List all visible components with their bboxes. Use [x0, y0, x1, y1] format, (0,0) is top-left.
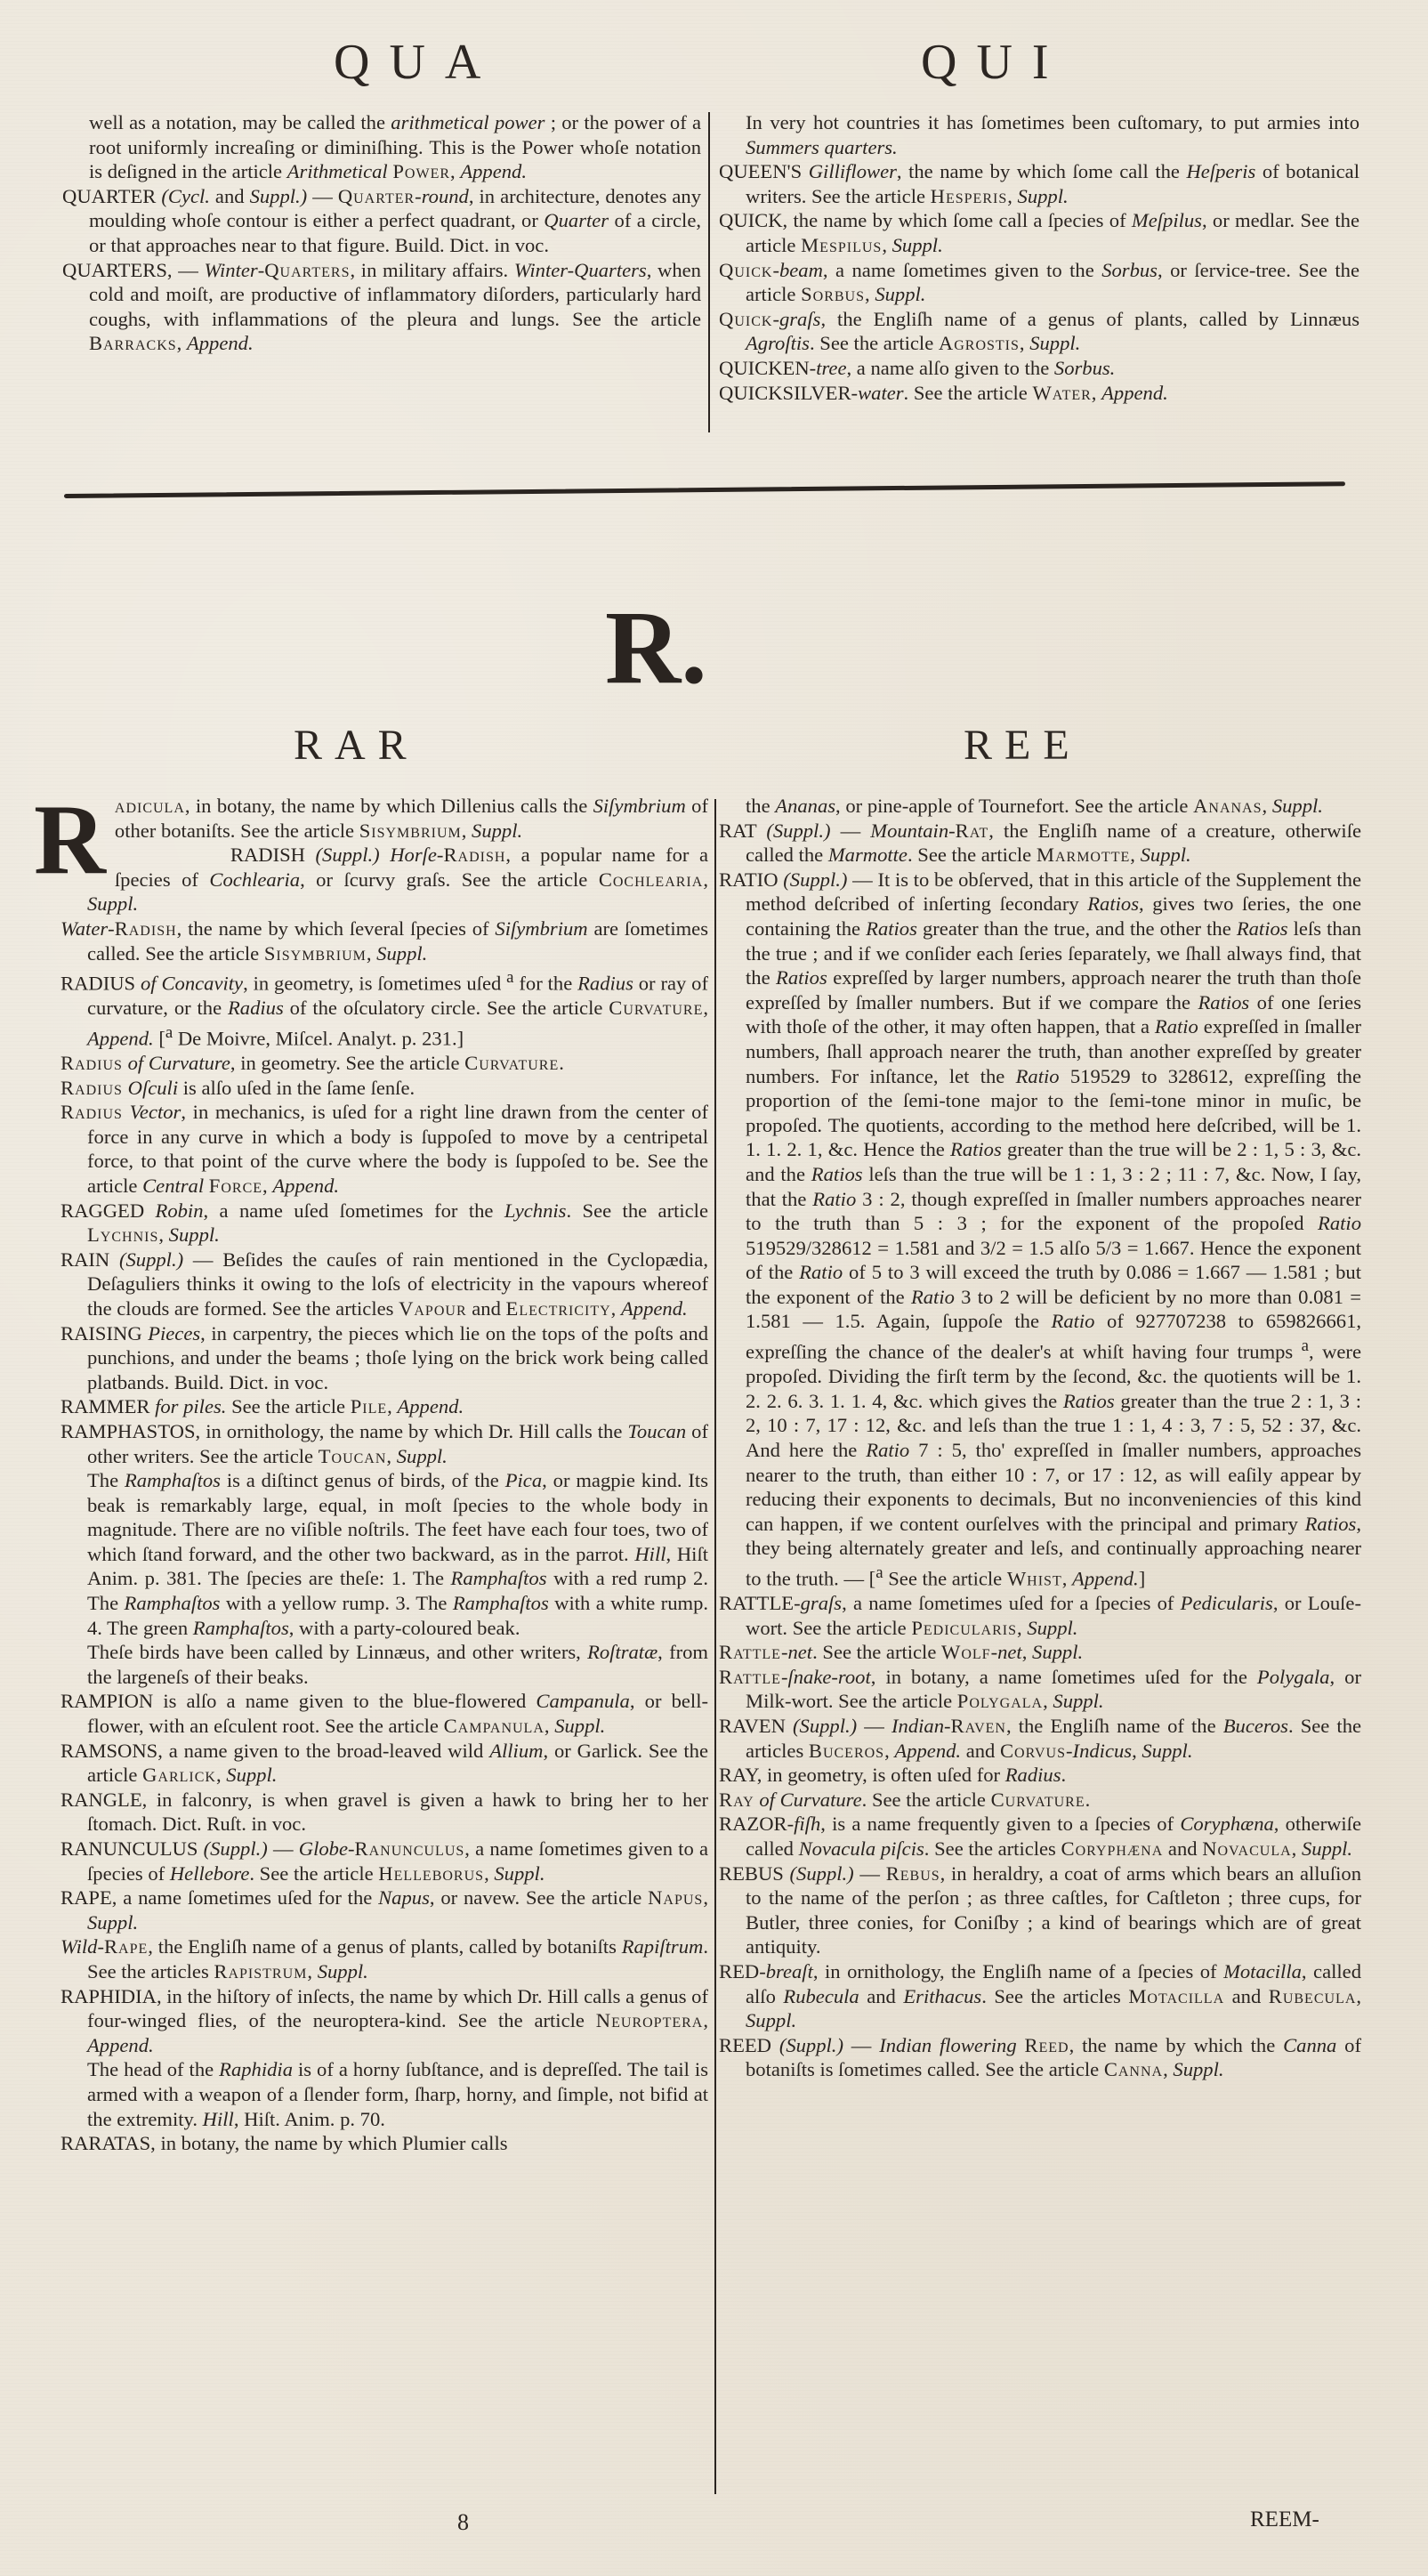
article-entry: RAMPHASTOS, in ornithology, the name by which Dr. Hill calls the Toucan of other writers. See the article Toucan, Suppl.: [61, 1419, 708, 1467]
article-entry: Quick-beam, a name ſometimes given to the Sorbus, or ſervice-tree. See the article Sorbus, Suppl.: [719, 258, 1359, 306]
article-entry: RATTLE-graſs, a name ſometimes uſed for a ſpecies of Pedicularis, or Louſe-wort. See the article Pedicularis, Suppl.: [719, 1592, 1361, 1639]
article-entry: QUARTERS, — Winter-Quarters, in military affairs. Winter-Quarters, when cold and moiſt, are productive of inflammatory diſorders, particularly hard coughs, with inflammations of the pleura and lungs. See the article Barracks, Append.: [62, 258, 701, 355]
article-entry: RAVEN (Suppl.) — Indian-Raven, the Engliſh name of the Buceros. See the articles Buceros, Append. and Corvus-Indicus, Suppl.: [719, 1715, 1362, 1762]
article-entry: RAPHIDIA, in the hiſtory of inſects, the name by which Dr. Hill calls a genus of four-winged flies, of the neuroptera-kind. See the article Neuroptera, Append.: [61, 1984, 708, 2056]
article-entry: QUICKSILVER-water. See the article Water, Append.: [719, 381, 1168, 404]
article-entry: In very hot countries it has ſometimes been cuſtomary, to put armies into Summers quarters.: [746, 111, 1359, 158]
top-right-column: [719, 110, 1359, 405]
running-head-rar: RAR: [294, 722, 419, 769]
article-entry: RAMSONS, a name given to the broad-leaved wild Allium, or Garlick. See the article Garlick, Suppl.: [61, 1739, 708, 1787]
section-letter: R.: [605, 589, 707, 706]
article-entry: Rattle-net. See the article Wolf-net, Suppl.: [719, 1641, 1084, 1664]
running-head-ree: REE: [964, 722, 1082, 769]
article-entry: QUEEN'S Gilliflower, the name by which ſome call the Heſperis of botanical writers. See the article Hesperis, Suppl.: [719, 160, 1359, 207]
article-entry: well as a notation, may be called the arithmetical power ; or the power of a root uniformly increaſing or diminiſhing. This is the Power whoſe notation is deſigned in the article Arithmetical Power, Append.: [89, 111, 701, 183]
catchword: REEM-: [1250, 2507, 1319, 2532]
article-entry: RAPE, a name ſometimes uſed for the Napus, or navew. See the article Napus, Suppl.: [61, 1886, 708, 1934]
article-entry: Quick-graſs, the Engliſh name of a genus of plants, called by Linnæus Agroſtis. See the article Agrostis, Suppl.: [719, 307, 1359, 355]
drop-cap: R: [34, 785, 106, 895]
article-entry: RAZOR-fiſh, is a name frequently given to a ſpecies of Coryphæna, otherwiſe called Novacula piſcis. See the articles Coryphæna and Novacula, Suppl.: [719, 1813, 1361, 1860]
article-entry: Theſe birds have been called by Linnæus, and other writers, Roſtratæ, from the largeneſs of their beaks.: [87, 1641, 708, 1688]
article-entry: The Ramphaſtos is a diſtinct genus of birds, of the Pica, or magpie kind. Its beak is remarkably large, equal, in moſt ſpecies to the whole body in magnitude. There are no viſible noſtrils. The feet have each four toes, two of which ſtand forward, and the other two backward, as in the parrot. Hill, Hiſt Anim. p. 381. The ſpecies are theſe: 1. The Ramphaſtos with a red rump 2. The Ramphaſtos with a yellow rump. 3. The Ramphaſtos with a white rump. 4. The green Ramphaſtos, with a party-coloured beak.: [87, 1469, 709, 1639]
top-left-column: [62, 110, 701, 356]
article-entry: Water-Radish, the name by which ſeveral ſpecies of Siſymbrium are ſometimes called. See the article Sisymbrium, Suppl.: [61, 917, 708, 965]
article-entry: RAMMER for piles. See the article Pile, Append.: [61, 1395, 464, 1418]
article-entry: REBUS (Suppl.) — Rebus, in heraldry, a coat of arms which bears an alluſion to the name of the perſon ; as three caſtles, for Caſtleton ; three cups, for Butler, three conies, for Coniſby ; a kind of bearings which are of great antiquity.: [719, 1861, 1361, 1958]
article-entry: Radicula, in botany, the name by which Dillenius calls the Siſymbrium of other botaniſts. See the article Sisymbrium, Suppl.: [34, 785, 708, 895]
article-entry: Radius of Curvature, in geometry. See the article Curvature.: [61, 1052, 565, 1074]
article-entry: RADIUS of Concavity, in geometry, is ſometimes uſed $^a$ for the Radius or ray of curvature, or the Radius of the oſculatory circle. See the article Curvature, Append. [$^a$ De Moivre, Miſcel. Analyt. p. 231.]: [61, 968, 709, 1050]
article-entry: RAISING Pieces, in carpentry, the pieces which lie on the tops of the poſts and punchions, and under the beams ; thoſe lying on the brick work being called platbands. Build. Dict. in voc.: [61, 1321, 708, 1393]
page-number: 8: [457, 2509, 469, 2535]
article-entry: RATIO (Suppl.) — It is to be obſerved, that in this article of the Supplement the method deſcribed of inſerting ſecondary Ratios, gives two ſeries, the one containing the Ratios greater than the true, and the other the Ratios leſs than the true ; and if we conſider each ſeries ſeparately, we ſhall always find, that the Ratios expreſſed by larger numbers, approach nearer the truth than thoſe expreſſed by ſmaller numbers. But if we compare the Ratios of one ſeries with thoſe of the other, it may often happen, that a Ratio expreſſed in ſmaller numbers, ſhall approach nearer the truth, than another expreſſed by greater numbers. For inſtance, let the Ratio 519529 to 328612, expreſſing the proportion of the ſemi-tone major to the ſemi-tone minor in muſic, be propoſed. The quotients, according to the method here deſcribed, will be 1. 1. 1. 2. 1, &c. Hence the Ratios greater than the true will be 2 : 1, 5 : 3, &c. and the Ratios leſs than the true will be 1 : 1, 3 : 2 ; 11 : 7, &c. Now, I ſay, that the Ratio 3 : 2, though expreſſed in ſmaller numbers approaches nearer to the truth than 5 : 3 ; for the exponent of the propoſed Ratio 519529/328612 = 1.581 and 3/2 = 1.5 alſo 5/3 = 1.667. Hence the exponent of the Ratio of 5 to 3 will exceed the truth by 0.086 = 1.667 — 1.581 ; but the exponent of the Ratio 3 to 2 will be deficient by no more than 0.081 = 1.581 — 1.5. Again, ſuppoſe the Ratio of 927707238 to 659826661, expreſſing the chance of the dealer's at whiſt having four trumps $^a$, were propoſed. Dividing the firſt term by the ſecond, &c. the quotients will be 1. 2. 2. 6. 3. 1. 1. 4, &c. which gives the Ratios greater than the true 2 : 1, 3 : 2, 10 : 7, 17 : 12, &c. and leſs than the true 1 : 1, 4 : 3, 7 : 5, 52 : 37, &c. And here the Ratio 7 : 5, tho' expreſſed in ſmaller numbers, approaches nearer to the truth, than either 10 : 7, or 17 : 12, as will eaſily appear by reducing their exponents to decimals, But no inconveniencies of this kind can happen, if we content ourſelves with the principal and primary Ratios, they being alternately greater and leſs, and continually approaching nearer to the truth. — [$^a$ See the article Whist, Append.]: [719, 868, 1362, 1590]
running-head-qua: QUA: [334, 35, 501, 90]
article-entry: RAY, in geometry, is often uſed for Radius.: [719, 1764, 1067, 1787]
article-entry: RANGLE, in falconry, is when gravel is given a hawk to bring her to her ſtomach. Dict. Ruſt. in voc.: [61, 1788, 708, 1836]
bottom-right-column: [719, 794, 1361, 2082]
article-entry: QUARTER (Cycl. and Suppl.) — Quarter-round, in architecture, denotes any moulding whoſe contour is either a perfect quadrant, or Quarter of a circle, or that approaches near to that figure. Build. Dict. in voc.: [62, 184, 702, 256]
article-entry: Ray of Curvature. See the article Curvature.: [719, 1788, 1092, 1811]
article-entry: Radius Oſculi is alſo uſed in the ſame ſenſe.: [61, 1076, 415, 1099]
article-entry: RED-breaſt, in ornithology, the Engliſh name of a ſpecies of Motacilla, called alſo Rubecula and Erithacus. See the articles Motacilla and Rubecula, Suppl.: [719, 1959, 1362, 2032]
running-head-qui: QUI: [921, 35, 1069, 90]
article-entry: QUICK, the name by which ſome call a ſpecies of Meſpilus, or medlar. See the article Mespilus, Suppl.: [719, 209, 1359, 256]
article-entry: RADISH (Suppl.) Horſe-Radish, a popular name for a ſpecies of Cochlearia, or ſcurvy graſs. See the article Cochlearia, Suppl.: [87, 844, 708, 916]
article-entry: RAGGED Robin, a name uſed ſometimes for the Lychnis. See the article Lychnis, Suppl.: [61, 1199, 708, 1247]
article-entry: Radius Vector, in mechanics, is uſed for a right line drawn from the center of force in any curve in which a body is ſuppoſed to move by a centripetal force, to that point of the curve where the body is ſuppoſed to be. See the article Central Force, Append.: [61, 1101, 708, 1197]
column-divider-top: [708, 112, 710, 432]
section-rule: [64, 481, 1345, 498]
article-entry: RARATAS, in botany, the name by which Plumier calls: [61, 2132, 508, 2155]
bottom-left-column: [34, 785, 709, 2156]
article-entry: RANUNCULUS (Suppl.) — Globe-Ranunculus, a name ſometimes given to a ſpecies of Hellebore. See the article Helleborus, Suppl.: [61, 1837, 709, 1885]
article-entry: QUICKEN-tree, a name alſo given to the Sorbus.: [719, 356, 1116, 379]
article-entry: REED (Suppl.) — Indian flowering Reed, the name by which the Canna of botaniſts is ſometimes called. See the article Canna, Suppl.: [719, 2033, 1361, 2081]
article-entry: Wild-Rape, the Engliſh name of a genus of plants, called by botaniſts Rapiſtrum. See the articles Rapistrum, Suppl.: [61, 1935, 708, 1982]
article-entry: The head of the Raphidia is of a horny ſubſtance, and is depreſſed. The tail is armed with a weapon of a ſlender form, ſharp, horny, and ſimple, not bifid at the extremity. Hill, Hiſt. Anim. p. 70.: [87, 2058, 708, 2130]
article-entry: Rattle-ſnake-root, in botany, a name ſometimes uſed for the Polygala, or Milk-wort. See the article Polygala, Suppl.: [719, 1665, 1361, 1713]
column-divider-bottom: [714, 799, 716, 2494]
article-entry: RAIN (Suppl.) — Beſides the cauſes of rain mentioned in the Cyclopædia, Deſaguliers thinks it owing to the loſs of electricity in the vapours whereof the clouds are formed. See the articles Vapour and Electricity, Append.: [61, 1248, 708, 1320]
article-entry: the Ananas, or pine-apple of Tournefort. See the article Ananas, Suppl.: [746, 795, 1323, 817]
article-entry: RAT (Suppl.) — Mountain-Rat, the Engliſh name of a creature, otherwiſe called the Marmotte. See the article Marmotte, Suppl.: [719, 819, 1361, 867]
article-entry: RAMPION is alſo a name given to the blue-flowered Campanula, or bell-flower, with an eſculent root. See the article Campanula, Suppl.: [61, 1690, 709, 1738]
